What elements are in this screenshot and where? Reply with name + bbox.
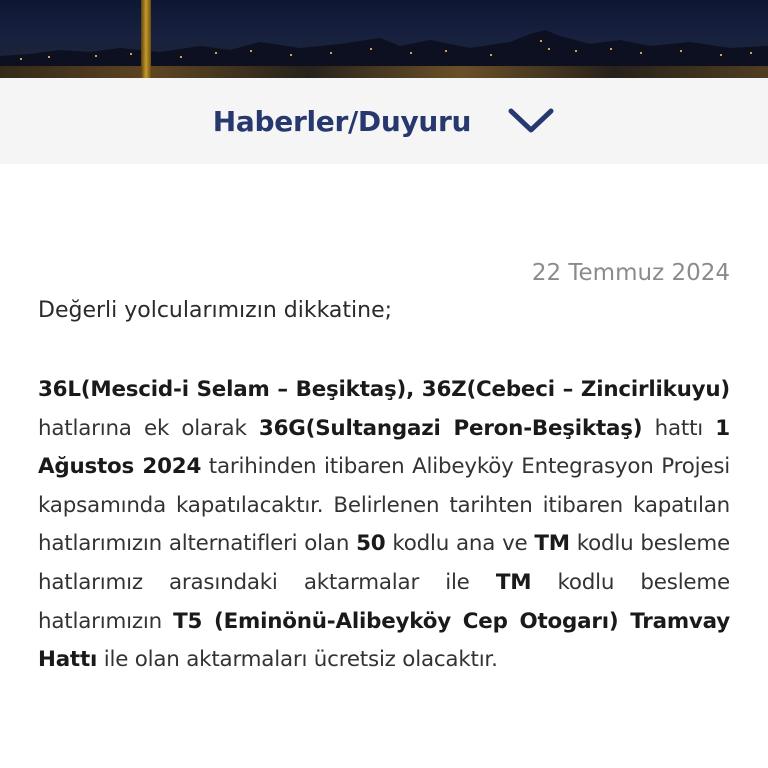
bold-text-segment: TM <box>495 569 532 595</box>
lamp-pole <box>141 0 151 78</box>
announcement-body <box>38 371 730 680</box>
section-title: Haberler/Duyuru <box>212 104 472 138</box>
text-segment: hattı <box>642 415 716 441</box>
text-segment: ile olan aktarmaları ücretsiz olacaktır. <box>97 647 498 673</box>
bold-text-segment: 36G(Sultangazi Peron-Beşiktaş) <box>258 415 643 441</box>
text-segment: kodlu besleme hatlarımızın <box>38 569 730 634</box>
news-announcement-dropdown[interactable] <box>0 78 768 164</box>
hero-banner-image <box>0 0 768 78</box>
text-segment: kodlu ana ve <box>385 531 535 557</box>
chevron-down-icon[interactable] <box>507 106 555 136</box>
bold-text-segment: 50 <box>356 531 386 557</box>
announcement-date: 22 Temmuz 2024 <box>531 260 730 286</box>
bold-text-segment: 36L(Mescid-i Selam – Beşiktaş), 36Z(Cebeci – Zincirlikuyu) <box>38 377 730 402</box>
text-segment: hatlarına ek olarak <box>38 415 259 441</box>
bold-text-segment: 1 Ağustos 2024 <box>38 415 730 480</box>
water-reflection <box>0 66 768 78</box>
announcement-greeting: Değerli yolcularımızın dikkatine; <box>38 298 393 323</box>
bold-text-segment: T5 (Eminönü-Alibeyköy Cep Otogarı) Tramvay Hattı <box>38 608 730 673</box>
text-segment: kodlu besleme hatlarımız arasındaki aktarmalar ile <box>38 531 730 595</box>
city-skyline-graphic <box>0 28 768 68</box>
bold-text-segment: TM <box>534 531 570 557</box>
text-segment: tarihinden itibaren Alibeyköy Entegrasyon Projesi kapsamında kapatılacaktır. Belirlenen tarihten itibaren kapatılan hatlarımızın alternatifleri olan <box>38 454 731 557</box>
